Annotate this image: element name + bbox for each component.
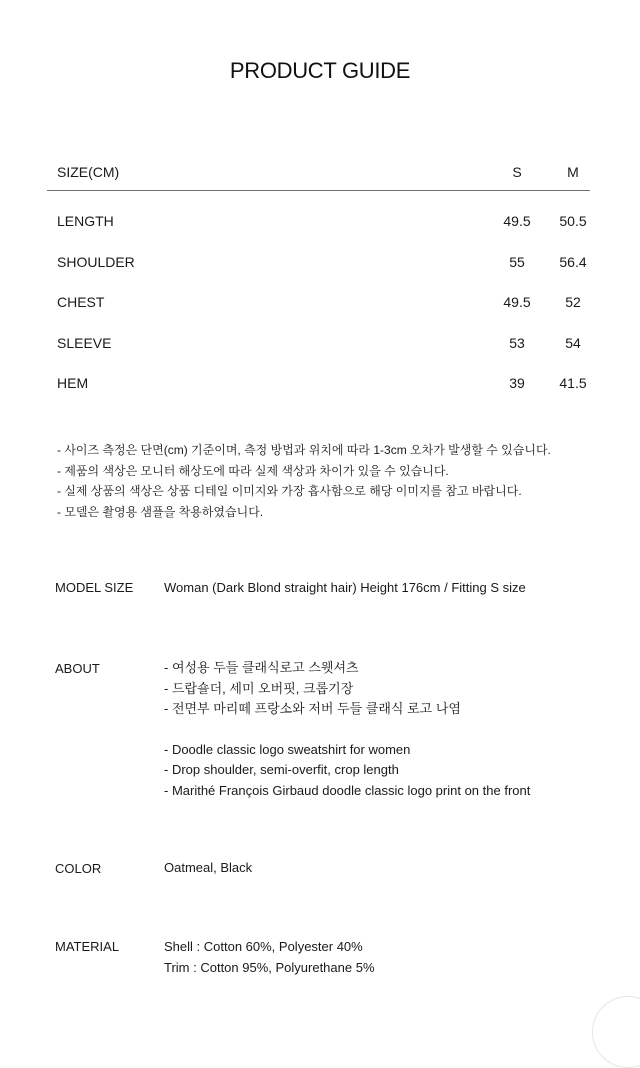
row-value-m: 56.4 xyxy=(559,253,587,270)
row-label: LENGTH xyxy=(57,213,114,229)
table-row xyxy=(47,353,590,394)
table-row xyxy=(47,191,590,232)
about-en-line: - Drop shoulder, semi-overfit, crop length xyxy=(164,762,399,777)
row-value-s: 53 xyxy=(509,334,525,351)
row-label: CHEST xyxy=(57,294,105,310)
row-value-s: 55 xyxy=(509,253,525,270)
table-row xyxy=(47,232,590,273)
size-notes xyxy=(57,440,551,522)
row-value-m: 50.5 xyxy=(559,213,587,229)
row-value-s: 39 xyxy=(509,375,525,391)
about-ko-line: - 여성용 두들 클래식로고 스웻셔츠 xyxy=(164,660,359,675)
page-title: PRODUCT GUIDE xyxy=(229,58,411,83)
model-size-label: MODEL SIZE xyxy=(55,580,134,595)
material-label: MATERIAL xyxy=(55,939,120,954)
model-size-value: Woman (Dark Blond straight hair) Height 176cm / Fitting S size xyxy=(164,580,526,595)
note-line: - 제품의 색상은 모니터 해상도에 따라 실제 색상과 차이가 있을 수 있습니다. xyxy=(57,463,449,478)
about-details xyxy=(164,658,530,801)
about-en-line: - Marithé François Girbaud doodle classic logo print on the front xyxy=(164,782,531,798)
row-value-m: 41.5 xyxy=(559,375,587,391)
header-size-label: SIZE(CM) xyxy=(57,164,120,180)
row-value-m: 52 xyxy=(565,294,581,310)
row-value-s: 49.5 xyxy=(503,213,531,229)
color-value: Oatmeal, Black xyxy=(164,860,253,875)
material-details xyxy=(164,937,375,978)
color-label: COLOR xyxy=(55,861,102,876)
about-en-line: - Doodle classic logo sweatshirt for women xyxy=(164,741,411,757)
table-row xyxy=(47,313,590,354)
size-table xyxy=(47,160,590,394)
scroll-top-button[interactable] xyxy=(592,996,640,1068)
size-table-header xyxy=(47,160,590,191)
note-line: - 사이즈 측정은 단면(cm) 기준이며, 측정 방법과 위치에 따라 1-3cm 오차가 발생할 수 있습니다. xyxy=(57,443,551,457)
header-size-s: S xyxy=(512,164,522,180)
table-row xyxy=(47,272,590,313)
material-line: Shell : Cotton 60%, Polyester 40% xyxy=(164,939,363,954)
note-line: - 실제 상품의 색상은 상품 디테일 이미지와 가장 흡사함으로 해당 이미지를 참고 바랍니다. xyxy=(57,484,522,498)
about-ko-line: - 전면부 마리떼 프랑소와 저버 두들 클래식 로고 나염 xyxy=(164,701,461,716)
row-label: HEM xyxy=(57,375,89,391)
note-line: - 모델은 촬영용 샘플을 착용하였습니다. xyxy=(57,504,264,519)
row-value-m: 54 xyxy=(565,334,581,351)
material-line: Trim : Cotton 95%, Polyurethane 5% xyxy=(164,959,375,975)
about-ko-line: - 드랍숄더, 세미 오버핏, 크롭기장 xyxy=(164,680,354,696)
about-label: ABOUT xyxy=(55,661,100,676)
row-value-s: 49.5 xyxy=(503,294,531,310)
header-size-m: M xyxy=(567,164,579,180)
row-label: SHOULDER xyxy=(57,253,135,270)
row-label: SLEEVE xyxy=(57,334,112,351)
